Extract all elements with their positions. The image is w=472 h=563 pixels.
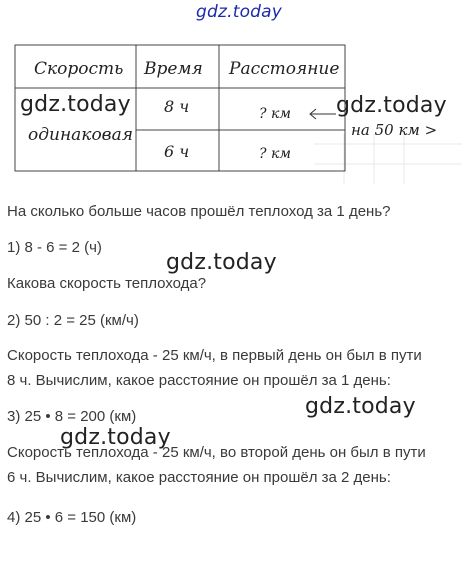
cell-distance-2: ? км <box>259 146 291 162</box>
step-3: 3) 25 • 8 = 200 (км) <box>7 408 137 425</box>
note-difference: на 50 км > <box>351 121 438 139</box>
watermark: gdz.today <box>305 394 416 419</box>
step-2: 2) 50 : 2 = 25 (км/ч) <box>7 312 139 329</box>
cell-distance-1: ? км <box>259 106 291 122</box>
step-4: 4) 25 • 6 = 150 (км) <box>7 509 137 526</box>
header-time: Время <box>144 59 203 79</box>
explanation-day1-a: Скорость теплохода - 25 км/ч, в первый день он был в пути <box>7 347 422 364</box>
cell-speed: одинаковая <box>28 125 133 145</box>
header-speed: Скорость <box>34 59 124 79</box>
arrow-icon <box>310 109 336 119</box>
cell-time-2: 6 ч <box>164 142 190 161</box>
explanation-day2-b: 6 ч. Вычислим, какое расстояние он прошёл за 2 день: <box>7 469 391 486</box>
question-speed: Какова скорость теплохода? <box>7 275 207 292</box>
grid-background <box>314 134 462 184</box>
watermark: gdz.today <box>336 93 447 118</box>
cell-time-1: 8 ч <box>164 97 190 116</box>
explanation-day1-b: 8 ч. Вычислим, какое расстояние он прошёл за 1 день: <box>7 372 391 389</box>
watermark: gdz.today <box>166 250 277 275</box>
explanation-day2-a: Скорость теплохода - 25 км/ч, во второй день он был в пути <box>7 444 426 461</box>
header-distance: Расстояние <box>229 59 340 79</box>
step-1: 1) 8 - 6 = 2 (ч) <box>7 239 102 256</box>
watermark: gdz.today <box>20 92 131 117</box>
question-hours: На сколько больше часов прошёл теплоход за 1 день? <box>7 203 391 220</box>
watermark-top: gdz.today <box>196 2 283 22</box>
watermark: gdz.today <box>60 425 171 450</box>
